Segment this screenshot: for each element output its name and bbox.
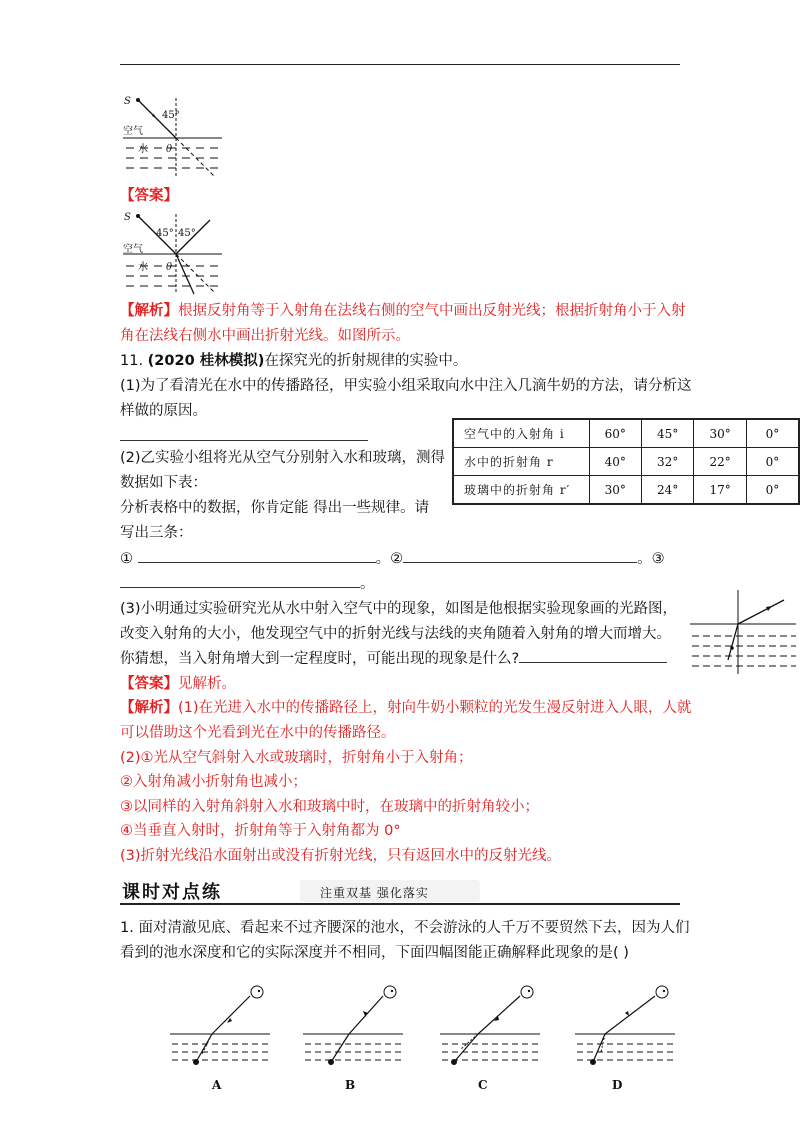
q11-part1-line2: 样做的原因。 [120,403,207,419]
analysis-label: 【解析】 [120,303,178,319]
question-11-stem: 11. (2020 桂林模拟)在探究光的折射规律的实验中。 [120,353,468,369]
q11-part1-line1: (1)为了看清光在水中的传播路径，甲实验小组采取向水中注入几滴牛奶的方法，请分析这 [120,378,692,394]
option-d-figure [575,986,675,1065]
analysis-label: 【解析】 [120,700,178,716]
table-cell: 17° [694,476,746,505]
table-cell: 0° [746,419,799,448]
section-title: 课时对点练 [122,882,222,903]
answer-blank-3[interactable] [120,573,360,588]
analysis-2-line-5: ③以同样的入射角斜射入水和玻璃中时，在玻璃中的折射角较小； [120,799,539,815]
q11-part3-line2: 改变入射角的大小，他发现空气中的折射光线与法线的夹角随着入射角的增大而增大。 [120,626,671,642]
answer-label-1: 【答案】 [120,188,178,204]
option-a-figure [170,986,270,1065]
row-header: 玻璃中的折射角 r′ [453,476,589,505]
option-figures [160,978,700,1078]
table-cell: 45° [641,419,693,448]
q11-part3-line3: 你猜想，当入射角增大到一定程度时，可能出现的现象是什么? [120,648,667,670]
theta-label: θ [166,262,173,273]
analysis-1-line-1: 【解析】根据反射角等于入射角在法线右侧的空气中画出反射光线；根据折射角小于入射 [120,303,686,319]
table-row [453,476,799,505]
section-subtitle: 注重双基 强化落实 [320,886,429,900]
air-label: 空气 [123,244,143,255]
analysis-2-line-4: ②入射角减小折射角也减小； [120,774,307,790]
table-row [453,448,799,476]
option-b-label[interactable]: B [345,1078,356,1092]
table-cell: 0° [746,476,799,505]
option-b-figure [303,986,403,1065]
question-source: (2020 桂林模拟) [147,353,265,369]
table-cell: 24° [641,476,693,505]
option-c-label[interactable]: C [478,1078,488,1092]
angle-label-right: 45° [178,228,196,239]
table-cell: 60° [589,419,641,448]
header-rule [120,64,680,65]
analysis-2-line-1: 【解析】(1)在光进入水中的传播路径上，射向牛奶小颗粒的光发生漫反射进入人眼，人就 [120,700,692,716]
q11-part3-line1: (3)小明通过实验研究光从水中射入空气中的现象，如图是他根据实验现象画的光路图， [120,601,678,617]
answer-blank-2[interactable] [403,548,637,563]
theta-label: θ [166,144,173,155]
answer-blank-part3[interactable] [519,648,667,663]
answer-blank-1[interactable] [138,548,376,563]
table-cell: 22° [694,448,746,476]
analysis-1-line-2: 角在法线右侧水中画出折射光线。如图所示。 [120,328,410,344]
angle-label: 45° [162,110,180,121]
analysis-2-line-7: (3)折射光线沿水面射出或没有折射光线，只有返回水中的反射光线。 [120,848,562,864]
water-to-air-figure [688,588,800,678]
answer-label-2: 【答案】 [120,676,178,692]
blank-marker-2: 。② [375,551,404,567]
question-1-line-2: 看到的池水深度和它的实际深度并不相同，下面四幅图能正确解释此现象的是( ) [120,945,629,961]
air-label: 空气 [123,126,143,137]
blank-marker-3: 。③ [637,551,665,567]
row-header: 水中的折射角 r [453,448,589,476]
answer-blank-part1[interactable] [120,426,368,441]
q11-part2-line3: 分析表格中的数据，你肯定能 得出一些规律。请 [120,500,430,516]
source-label: S [124,212,131,223]
option-c-figure [440,986,540,1065]
reflection-answer-figure [118,208,228,298]
q11-part2-line4: 写出三条： [120,525,193,541]
answer-2: 【答案】见解析。 [120,676,236,692]
refraction-data-table [452,418,800,505]
analysis-2-line-3: (2)①光从空气斜射入水或玻璃时，折射角小于入射角； [120,750,473,766]
table-row [453,419,799,448]
question-1-line-1: 1. 面对清澈见底、看起来不过齐腰深的池水，不会游泳的人千万不要贸然下去，因为人们 [120,920,690,936]
option-d-label[interactable]: D [612,1078,623,1092]
q11-part2-line2: 数据如下表： [120,475,207,491]
q11-blanks-line [120,548,665,570]
reflection-question-figure [118,92,228,182]
q11-blank-3-line: 。 [120,573,375,595]
analysis-2-line-6: ④当垂直入射时，折射角等于入射角都为 0° [120,823,401,839]
q11-part2-line1: (2)乙实验小组将光从空气分别射入水和玻璃，测得 [120,450,446,466]
analysis-2-line-2: 可以借助这个光看到光在水中的传播路径。 [120,725,396,741]
table-cell: 40° [589,448,641,476]
table-cell: 0° [746,448,799,476]
angle-label-left: 45° [156,228,174,239]
table-cell: 32° [641,448,693,476]
table-cell: 30° [589,476,641,505]
blank-marker-1: ① [120,551,133,567]
water-label: 水 [138,262,148,273]
water-label: 水 [138,144,148,155]
source-label: S [124,96,131,107]
section-rule [120,903,680,905]
row-header: 空气中的入射角 i [453,419,589,448]
table-cell: 30° [694,419,746,448]
option-a-label[interactable]: A [212,1078,222,1092]
